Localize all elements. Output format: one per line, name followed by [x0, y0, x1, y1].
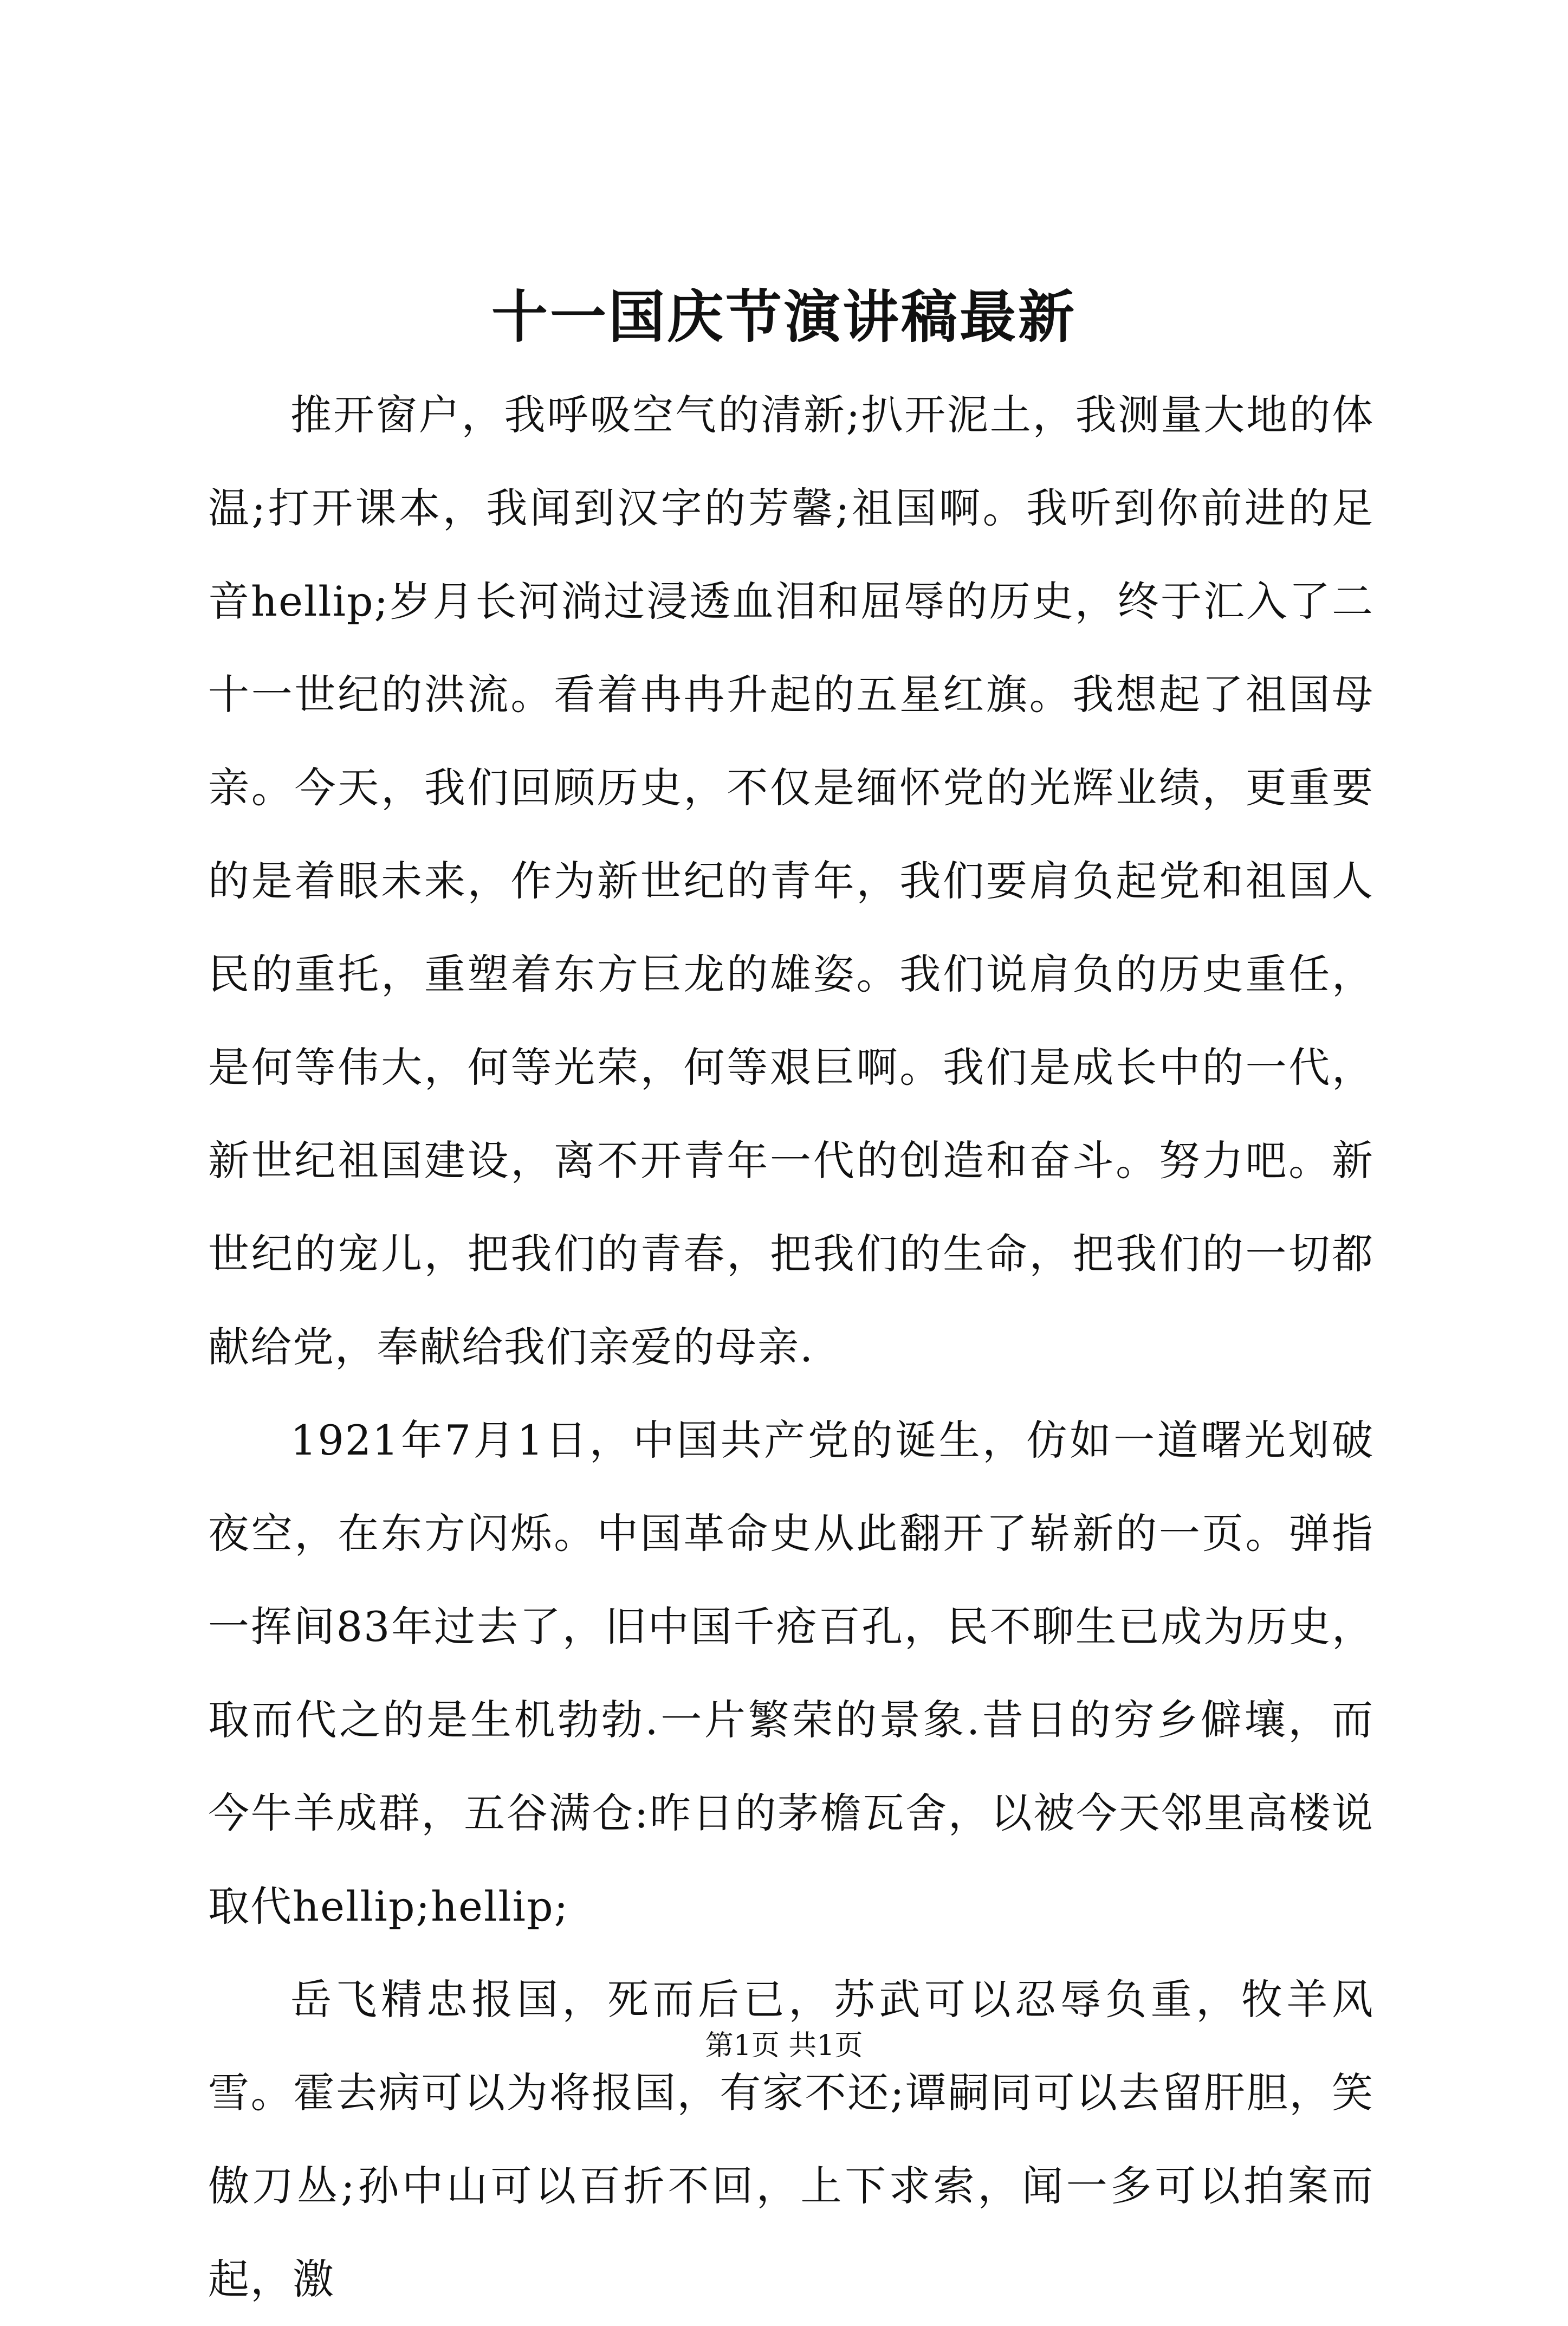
paragraph-2: 1921年7月1日，中国共产党的诞生，仿如一道曙光划破夜空，在东方闪烁。中国革命史从此翻开了崭新的一页。弹指一挥间83年过去了，旧中国千疮百孔，民不聊生已成为历史，取而代之的是生机勃勃.一片繁荣的景象.昔日的穷乡僻壤，而今牛羊成群，五谷满仓:昨日的茅檐瓦舍，以被今天邻里高楼说取代hellip;hellip;: [208, 1416, 1374, 1930]
document-title: 十一国庆节演讲稿最新: [491, 283, 1077, 350]
paragraph-3: 岳飞精忠报国，死而后已，苏武可以忍辱负重，牧羊风雪。霍去病可以为将报国，有家不还;谭嗣同可以去留肝胆，笑傲刀丛;孙中山可以百折不回，上下求索，闻一多可以拍案而起，激: [208, 1975, 1374, 2303]
page-footer: 第1页 共1页: [705, 2030, 863, 2062]
paragraph-1: 推开窗户，我呼吸空气的清新;扒开泥土，我测量大地的体温;打开课本，我闻到汉字的芳馨;祖国啊。我听到你前进的足音hellip;岁月长河淌过浸透血泪和屈辱的历史，终于汇入了二十一世纪的洪流。看着冉冉升起的五星红旗。我想起了祖国母亲。今天，我们回顾历史，不仅是缅怀党的光辉业绩，更重要的是着眼未来，作为新世纪的青年，我们要肩负起党和祖国人民的重托，重塑着东方巨龙的雄姿。我们说肩负的历史重任，是何等伟大，何等光荣，何等艰巨啊。我们是成长中的一代，新世纪祖国建设，离不开青年一代的创造和奋斗。努力吧。新世纪的宠儿，把我们的青春，把我们的生命，把我们的一切都献给党，奉献给我们亲爱的母亲.: [208, 391, 1374, 1371]
